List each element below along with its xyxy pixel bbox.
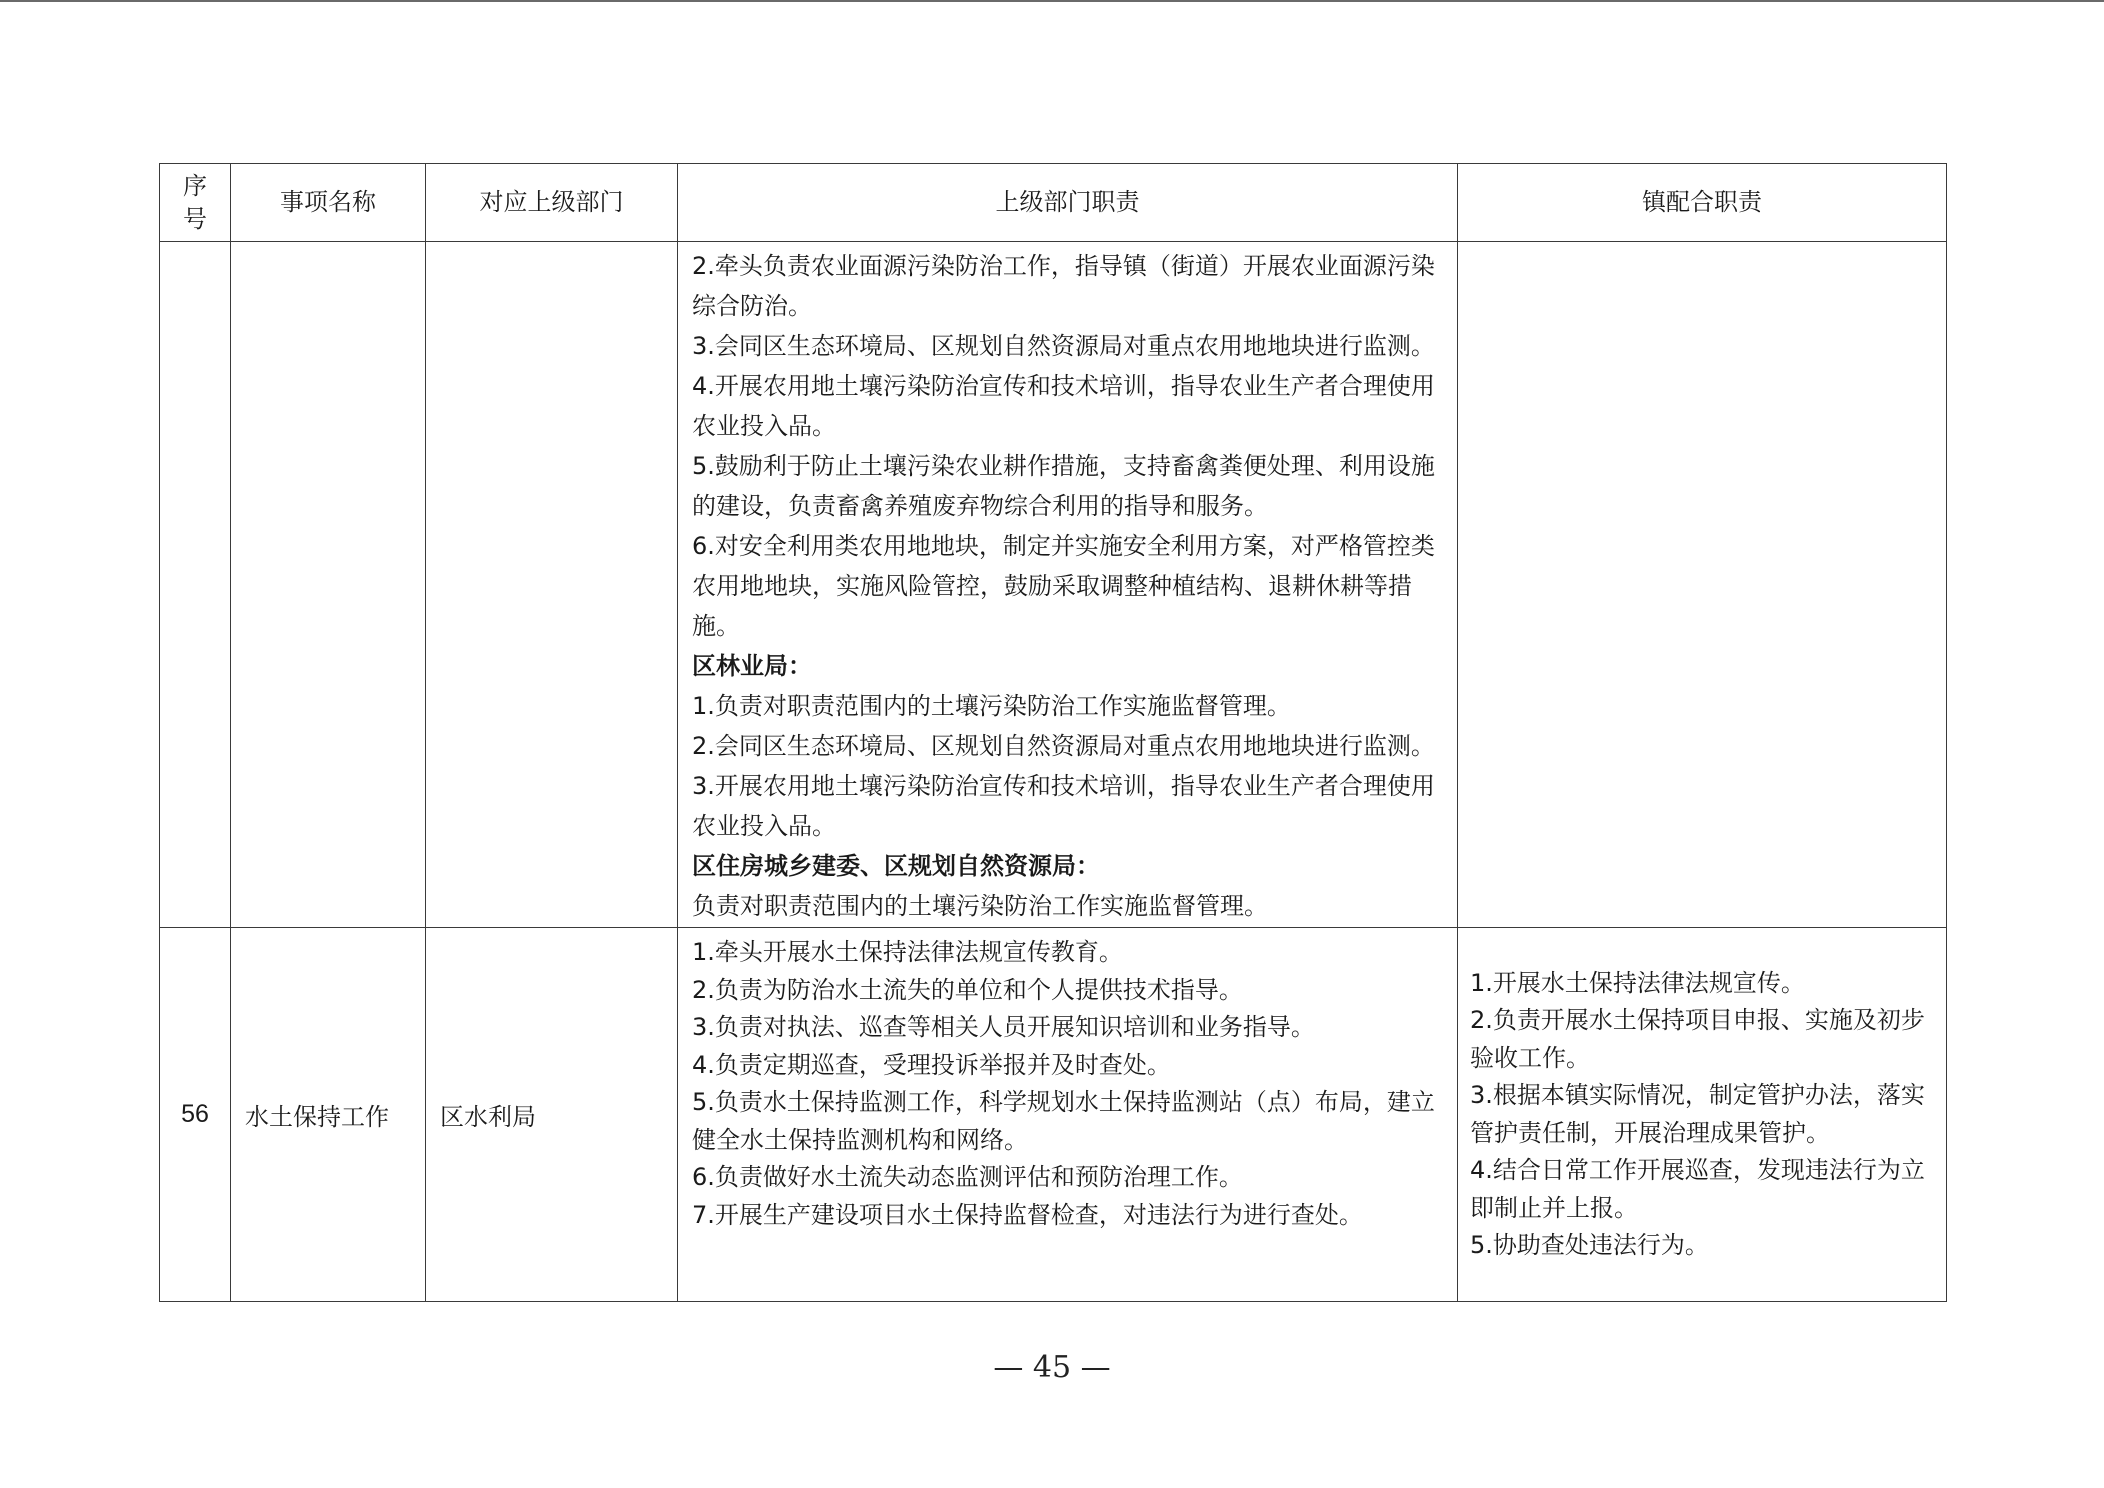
town-duty-paragraph: 2.负责开展水土保持项目申报、实施及初步验收工作。	[1470, 1006, 1925, 1072]
town-duty-paragraph: 1.开展水土保持法律法规宣传。	[1470, 968, 1805, 997]
duty-paragraph: 2.牵头负责农业面源污染防治工作，指导镇（街道）开展农业面源污染综合防治。	[692, 252, 1435, 320]
dept-heading: 区林业局：	[692, 652, 812, 680]
duty-paragraph: 2.会同区生态环境局、区规划自然资源局对重点农用地地块进行监测。	[692, 732, 1435, 760]
header-item-name: 事项名称	[231, 164, 426, 242]
duty-paragraph: 6.对安全利用类农用地地块，制定并实施安全利用方案，对严格管控类农用地地块，实施风险管控，鼓励采取调整种植结构、退耕休耕等措施。	[692, 532, 1435, 640]
table-row	[160, 242, 1947, 928]
cell-item-name	[231, 242, 426, 928]
page-number: — 45 —	[993, 1350, 1111, 1385]
cell-superior-dept	[426, 242, 678, 928]
duty-paragraph: 6.负责做好水土流失动态监测评估和预防治理工作。	[692, 1163, 1243, 1191]
duty-paragraph: 4.开展农用地土壤污染防治宣传和技术培训，指导农业生产者合理使用农业投入品。	[692, 372, 1435, 440]
duty-paragraph: 5.鼓励利于防止土壤污染农业耕作措施，支持畜禽粪便处理、利用设施的建设，负责畜禽养殖废弃物综合利用的指导和服务。	[692, 452, 1435, 520]
table-row	[160, 928, 1947, 1302]
cell-seq	[160, 242, 231, 928]
duty-paragraph: 1.负责对职责范围内的土壤污染防治工作实施监督管理。	[692, 692, 1291, 720]
cell-town-duty	[1458, 928, 1947, 1302]
town-duty-paragraph: 4.结合日常工作开展巡查，发现违法行为立即制止并上报。	[1470, 1156, 1925, 1222]
header-town-duty: 镇配合职责	[1458, 164, 1947, 242]
table-header-row	[160, 164, 1947, 242]
duty-paragraph: 5.负责水土保持监测工作，科学规划水土保持监测站（点）布局，建立健全水土保持监测机构和网络。	[692, 1088, 1435, 1154]
cell-superior-duty	[678, 928, 1458, 1302]
header-superior-dept: 对应上级部门	[426, 164, 678, 242]
duty-paragraph: 3.会同区生态环境局、区规划自然资源局对重点农用地地块进行监测。	[692, 332, 1435, 360]
duty-paragraph: 4.负责定期巡查，受理投诉举报并及时查处。	[692, 1050, 1171, 1079]
cell-town-duty	[1458, 242, 1947, 928]
header-seq: 序号	[160, 164, 231, 242]
duties-table	[159, 163, 1947, 1302]
top-rule	[0, 0, 2104, 2]
duty-paragraph: 3.负责对执法、巡查等相关人员开展知识培训和业务指导。	[692, 1013, 1315, 1041]
town-duty-paragraph: 5.协助查处违法行为。	[1470, 1231, 1709, 1259]
town-duty-paragraph: 3.根据本镇实际情况，制定管护办法，落实管护责任制，开展治理成果管护。	[1470, 1081, 1925, 1147]
header-superior-duty: 上级部门职责	[678, 164, 1458, 242]
duty-paragraph: 3.开展农用地土壤污染防治宣传和技术培训，指导农业生产者合理使用农业投入品。	[692, 772, 1435, 840]
duty-paragraph: 负责对职责范围内的土壤污染防治工作实施监督管理。	[692, 892, 1268, 920]
dept-heading: 区住房城乡建委、区规划自然资源局：	[692, 852, 1100, 880]
cell-superior-duty	[678, 242, 1458, 928]
cell-seq: 56	[160, 928, 231, 1302]
duty-paragraph: 7.开展生产建设项目水土保持监督检查，对违法行为进行查处。	[692, 1200, 1363, 1229]
cell-superior-dept: 区水利局	[426, 928, 678, 1302]
cell-item-name: 水土保持工作	[231, 928, 426, 1302]
duty-paragraph: 2.负责为防治水土流失的单位和个人提供技术指导。	[692, 975, 1243, 1004]
duty-paragraph: 1.牵头开展水土保持法律法规宣传教育。	[692, 938, 1123, 966]
